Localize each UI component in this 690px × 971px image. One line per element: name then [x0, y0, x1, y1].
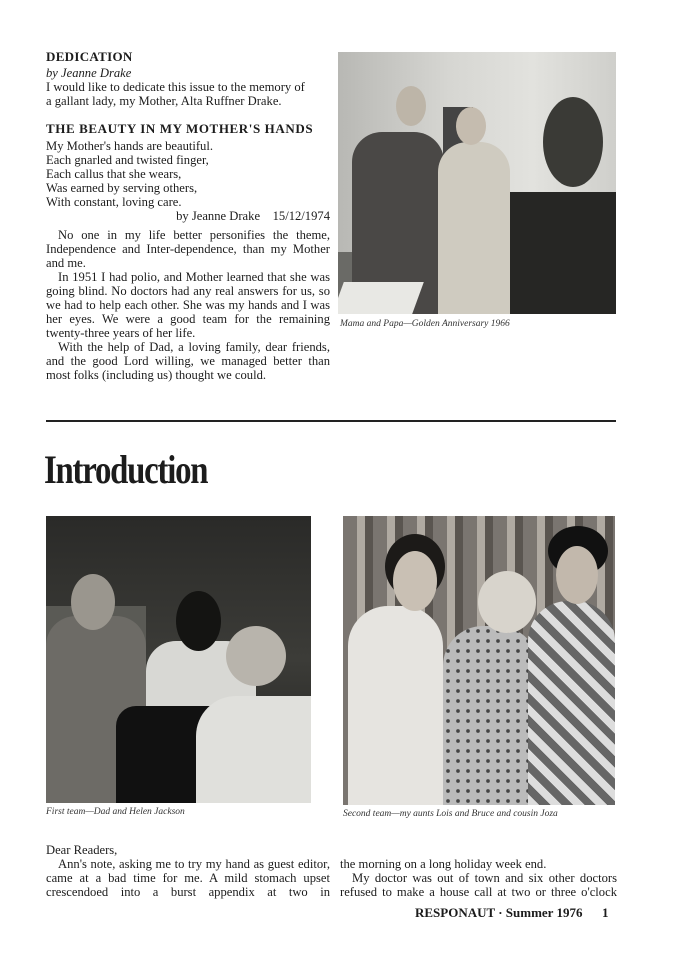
salutation: Dear Readers, [46, 843, 118, 857]
photo-caption: Mama and Papa—Golden Anniversary 1966 [340, 319, 510, 329]
paragraph: With the help of Dad, a loving family, dear friends, and the good Lord willing, we managed better than most folks (including us) thought we could. [46, 340, 330, 382]
photo-caption: Second team—my aunts Lois and Bruce and cousin Joza [343, 809, 558, 819]
dedication-column [46, 50, 330, 382]
intro-left-column [46, 843, 330, 899]
poem-signature: by Jeanne Drake [176, 209, 261, 223]
intro-right-column [340, 857, 617, 899]
dedication-line-1: I would like to dedicate this issue to the memory of [46, 80, 305, 94]
poem-line: Each gnarled and twisted finger, [46, 153, 209, 167]
poem-line: Each callus that she wears, [46, 167, 182, 181]
poem [46, 139, 330, 223]
poem-line: Was earned by serving others, [46, 181, 198, 195]
dedication-byline: by Jeanne Drake [46, 66, 132, 80]
photo-caption: First team—Dad and Helen Jackson [46, 807, 185, 817]
intro-paragraph: Ann's note, asking me to try my hand as guest editor, came at a bad time for me. A mild stomach upset crescendoed into a burst appendix at two in [46, 857, 330, 899]
publication-name: RESPONAUT · Summer 1976 [415, 905, 583, 920]
photo-second-team [343, 516, 615, 805]
poem-line: My Mother's hands are beautiful. [46, 139, 213, 153]
paragraph: In 1951 I had polio, and Mother learned that she was going blind. No doctors had any real answers for us, so we had to help each other. She was my hands and I was her eyes. We were a good team for the remaining twenty-three years of her life. [46, 270, 330, 340]
poem-line: With constant, loving care. [46, 195, 182, 209]
section-title: Introduction [44, 447, 208, 492]
intro-paragraph-continued: the morning on a long holiday week end. [340, 857, 547, 871]
paragraph: No one in my life better personifies the theme, Independence and Inter-dependence, than my Mother and me. [46, 228, 330, 270]
poem-date: 15/12/1974 [272, 209, 330, 223]
poem-signature-row [46, 209, 330, 223]
section-divider [46, 420, 616, 422]
page-footer [415, 905, 608, 921]
page-number: 1 [601, 905, 609, 920]
dedication-line-2: a gallant lady, my Mother, Alta Ruffner Drake. [46, 94, 282, 108]
photo-golden-anniversary [338, 52, 616, 314]
intro-paragraph: My doctor was out of town and six other doctors refused to make a house call at two or three o'clock [340, 871, 617, 899]
dedication-heading: DEDICATION [46, 49, 133, 64]
poem-title: THE BEAUTY IN MY MOTHER'S HANDS [46, 121, 314, 136]
photo-first-team [46, 516, 311, 803]
